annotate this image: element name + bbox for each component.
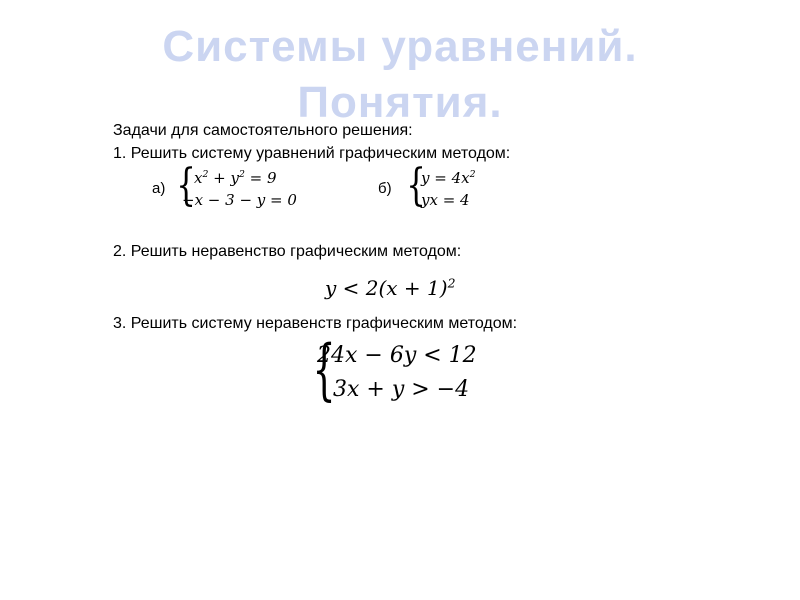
task2-text: 2. Решить неравенство графическим методом: xyxy=(113,243,462,260)
inequality-formula: $y < 2(x + 1)^2$ xyxy=(325,275,456,300)
system-a-label: а) xyxy=(152,180,166,197)
system-b-eq2: yx = 4 xyxy=(421,191,470,209)
brace-inequalities: { xyxy=(312,331,336,408)
system-b xyxy=(378,160,498,212)
brace-a: { xyxy=(176,160,196,211)
system-a-eq2: −x − 3 − y = 0 xyxy=(182,191,297,209)
system-a-eq1: $x^2 + y^2 = 9$ xyxy=(194,169,277,187)
slide-title-line2: Понятия. xyxy=(297,78,503,127)
inequality-2: 3x + y > −4 xyxy=(333,377,470,402)
inequality-1: 24x − 6y < 12 xyxy=(317,343,477,368)
inequality-system xyxy=(303,331,523,408)
system-b-eq1: $y = 4x^2$ xyxy=(421,169,476,187)
system-b-label: б) xyxy=(378,180,392,197)
task3-text: 3. Решить систему неравенств графическим методом: xyxy=(113,315,518,332)
task1-text: 1. Решить систему уравнений графическим методом: xyxy=(113,145,511,162)
system-a xyxy=(152,160,332,212)
intro-text: Задачи для самостоятельного решения: xyxy=(113,122,413,139)
slide-title-line1: Системы уравнений. xyxy=(162,22,638,71)
brace-b: { xyxy=(406,160,426,211)
